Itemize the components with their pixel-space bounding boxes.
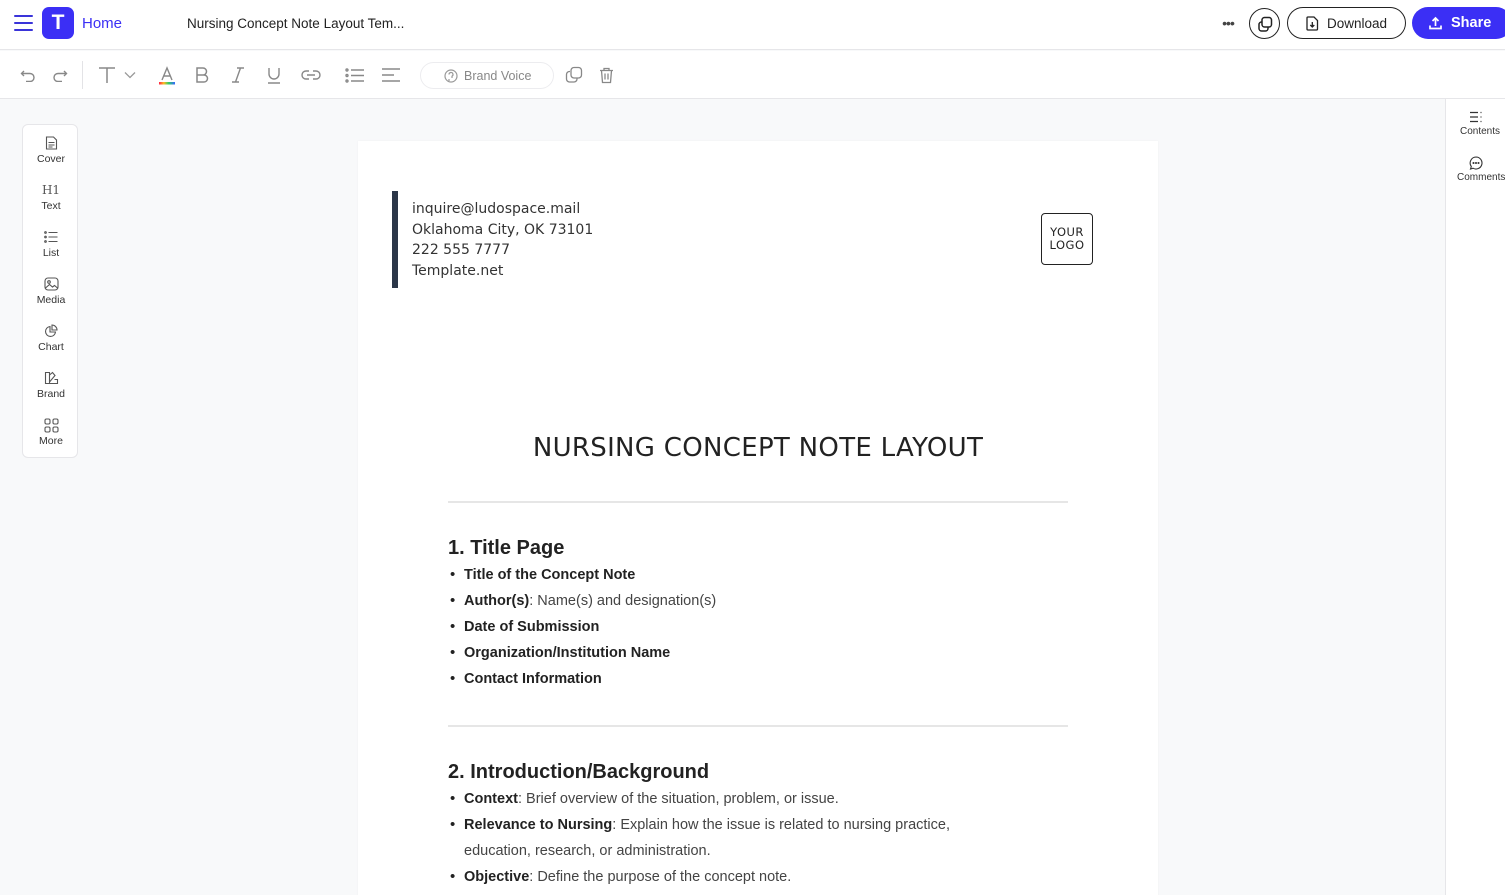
block-list[interactable] <box>23 220 79 260</box>
comment-icon <box>1446 155 1505 171</box>
redo-icon[interactable] <box>51 65 69 85</box>
share-button[interactable] <box>1412 7 1505 39</box>
block-more-label: More <box>39 435 63 447</box>
chevron-down-icon[interactable] <box>123 65 137 85</box>
download-label: Download <box>1326 15 1388 31</box>
toolbar-divider <box>82 61 83 89</box>
list-item[interactable]: • Title of the Concept Note <box>448 562 1008 588</box>
download-button[interactable] <box>1287 7 1406 39</box>
italic-icon[interactable] <box>229 65 247 85</box>
block-brand-label: Brand <box>36 388 66 400</box>
text-style-icon[interactable] <box>96 65 118 85</box>
align-left-icon[interactable] <box>380 65 402 85</box>
contact-phone: 222 555 7777 <box>412 242 510 258</box>
brand-voice-button[interactable] <box>420 62 554 89</box>
contents-label: Contents <box>1460 126 1501 137</box>
block-cover-label: Cover <box>36 153 65 165</box>
link-icon[interactable] <box>300 65 322 85</box>
section-heading[interactable]: 2. Introduction/Background <box>448 761 710 783</box>
heading-icon: H1 <box>41 183 61 197</box>
document-title-heading[interactable]: NURSING CONCEPT NOTE LAYOUT <box>532 433 984 463</box>
grid-icon <box>23 416 79 434</box>
font-color-icon[interactable] <box>157 65 177 85</box>
brand-voice-icon <box>444 69 458 83</box>
logo-text-line1: YOUR <box>1050 225 1084 239</box>
section-2-list <box>448 786 1008 890</box>
underline-icon[interactable] <box>265 65 283 85</box>
upload-icon <box>1428 16 1443 31</box>
block-media-label: Media <box>36 294 66 306</box>
list-icon <box>23 228 79 246</box>
block-cover[interactable] <box>23 126 79 166</box>
brand-icon <box>23 369 79 387</box>
comments-label: Comments <box>1457 172 1505 183</box>
app-logo[interactable]: T <box>42 7 74 39</box>
list-item[interactable]: • Relevance to Nursing: Explain how the issue is related to nursing practice, education, research, or administration. <box>448 812 1008 864</box>
chart-icon <box>23 322 79 340</box>
formatting-toolbar <box>0 51 1505 99</box>
cover-icon <box>23 134 79 152</box>
list-item[interactable]: • Author(s): Name(s) and designation(s) <box>448 588 1008 614</box>
contents-tab[interactable] <box>1446 109 1505 137</box>
trash-icon[interactable] <box>597 65 615 85</box>
block-more[interactable] <box>23 408 79 448</box>
insert-blocks-panel <box>22 124 78 458</box>
duplicate-button[interactable] <box>1249 8 1280 39</box>
menu-icon[interactable] <box>14 15 33 31</box>
list-item[interactable]: • Date of Submission <box>448 614 1008 640</box>
document-title[interactable]: Nursing Concept Note Layout Tem... <box>187 16 405 31</box>
list-item[interactable]: • Organization/Institution Name <box>448 640 1008 666</box>
copy-icon <box>1257 16 1273 32</box>
list-item[interactable]: • Context: Brief overview of the situation, problem, or issue. <box>448 786 1008 812</box>
block-text[interactable] <box>23 173 79 213</box>
list-item[interactable]: • Contact Information <box>448 666 1008 692</box>
home-link[interactable]: Home <box>82 15 123 32</box>
top-bar <box>0 0 1505 50</box>
share-label: Share <box>1451 15 1492 31</box>
contents-icon <box>1446 109 1505 125</box>
logo-text-line2: LOGO <box>1049 238 1085 252</box>
section-divider <box>448 501 1068 503</box>
download-file-icon <box>1306 16 1319 31</box>
duplicate-icon[interactable] <box>564 65 584 85</box>
section-heading[interactable]: 1. Title Page <box>448 537 565 559</box>
block-chart[interactable] <box>23 314 79 354</box>
media-icon <box>23 275 79 293</box>
block-media[interactable] <box>23 267 79 307</box>
section-divider <box>448 725 1068 727</box>
more-options-icon[interactable]: ••• <box>1222 15 1234 31</box>
bold-icon[interactable] <box>193 65 211 85</box>
brand-voice-label: Brand Voice <box>464 68 532 83</box>
right-side-panel <box>1445 99 1505 895</box>
bullet-list-icon[interactable] <box>344 65 366 85</box>
contact-email: inquire@ludospace.mail <box>412 201 581 217</box>
undo-icon[interactable] <box>19 65 37 85</box>
block-brand[interactable] <box>23 361 79 401</box>
list-item[interactable]: • Objective: Define the purpose of the concept note. <box>448 864 1008 890</box>
comments-tab[interactable] <box>1446 155 1505 183</box>
block-text-label: Text <box>41 200 61 212</box>
contact-website: Template.net <box>412 262 504 279</box>
logo-placeholder[interactable] <box>1041 213 1093 265</box>
contact-address: Oklahoma City, OK 73101 <box>412 221 594 238</box>
block-list-label: List <box>42 247 60 259</box>
block-chart-label: Chart <box>38 341 64 353</box>
document-page[interactable] <box>358 141 1158 895</box>
contact-block[interactable] <box>392 191 593 288</box>
section-1-list <box>448 562 1008 692</box>
